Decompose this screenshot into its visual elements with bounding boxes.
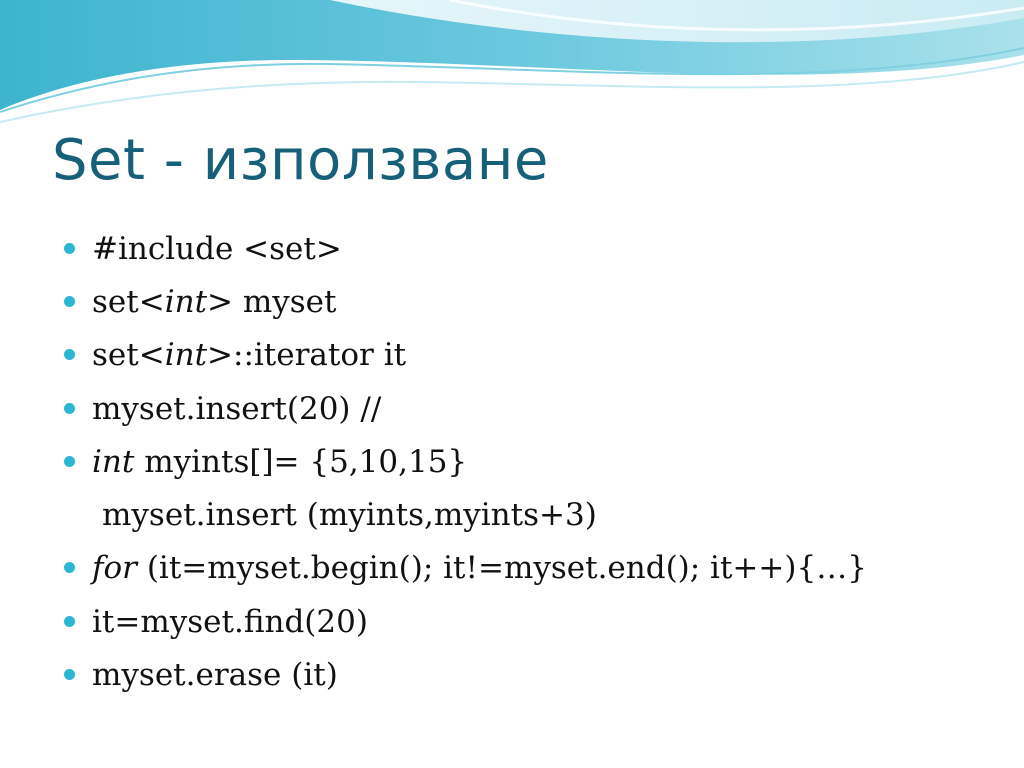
slide-title: Set - използване	[52, 128, 549, 193]
code-keyword: for	[92, 550, 137, 587]
code-text: set<	[92, 283, 165, 320]
code-text: #include <set>	[92, 230, 342, 267]
bullet-text	[92, 284, 336, 320]
code-text: it=myset.find(20)	[92, 603, 368, 640]
bullet-dot-icon	[64, 403, 75, 414]
bullet-dot-icon	[64, 349, 75, 360]
code-text: > myset	[207, 283, 337, 320]
header-wave-decoration	[0, 0, 1024, 130]
bullet-text	[92, 604, 368, 640]
bullet-item	[62, 329, 1002, 382]
bullet-item	[62, 648, 1002, 701]
bullet-text	[92, 550, 867, 586]
code-text: myset.insert (myints,myints+3)	[102, 497, 597, 534]
bullet-dot-icon	[64, 296, 75, 307]
code-keyword: int	[164, 283, 208, 320]
bullet-list	[62, 222, 1002, 702]
code-text: myset.insert(20) //	[92, 390, 382, 427]
code-text: set<	[92, 337, 165, 374]
bullet-dot-icon	[64, 243, 75, 254]
bullet-item	[62, 382, 1002, 435]
bullet-item	[62, 222, 1002, 275]
bullet-text	[102, 497, 597, 533]
bullet-continuation	[62, 488, 1002, 541]
code-keyword: int	[164, 337, 208, 374]
bullet-item	[62, 542, 1002, 595]
bullet-dot-icon	[64, 669, 75, 680]
bullet-text	[92, 391, 381, 427]
code-text: (it=myset.begin(); it!=myset.end(); it++){…}	[136, 550, 867, 587]
bullet-text	[92, 231, 342, 267]
bullet-text	[92, 337, 406, 373]
code-text: myset.erase (it)	[92, 657, 338, 694]
bullet-item	[62, 435, 1002, 488]
code-text: myints[]= {5,10,15}	[134, 443, 468, 480]
code-keyword: int	[92, 443, 135, 480]
code-text: >::iterator it	[207, 337, 407, 374]
bullet-item	[62, 275, 1002, 328]
bullet-text	[92, 444, 467, 480]
bullet-dot-icon	[64, 456, 75, 467]
bullet-item	[62, 595, 1002, 648]
bullet-dot-icon	[64, 562, 75, 573]
bullet-text	[92, 657, 338, 693]
bullet-dot-icon	[64, 616, 75, 627]
